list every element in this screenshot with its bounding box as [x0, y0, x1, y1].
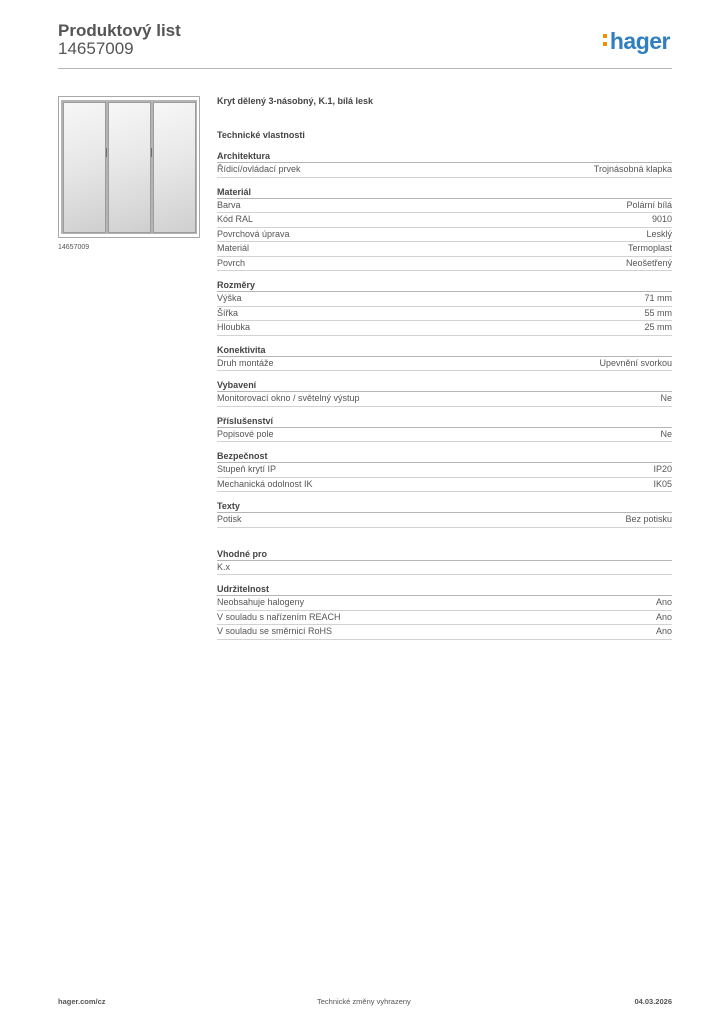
- spec-label: K.x: [217, 561, 231, 572]
- spec-value: Termoplast: [627, 243, 672, 253]
- spec-label: Mechanická odolnost IK: [217, 478, 313, 489]
- spec-label: Barva: [217, 199, 241, 210]
- spec-row: [217, 513, 672, 528]
- spec-row: [217, 463, 672, 478]
- technical-properties-title: Technické vlastnosti: [217, 130, 305, 140]
- spec-value: 25 mm: [644, 322, 672, 332]
- spec-section: [217, 583, 672, 640]
- spec-row: [217, 392, 672, 407]
- spec-label: Kód RAL: [217, 214, 254, 224]
- section-title: Vybavení: [217, 379, 672, 392]
- spec-label: Neobsahuje halogeny: [217, 597, 305, 607]
- section-title: Vhodné pro: [217, 548, 672, 561]
- footer-date: 04.03.2026: [634, 997, 672, 1006]
- spec-section: [217, 415, 672, 443]
- spec-sections: [217, 150, 672, 640]
- spec-value: Polární bílá: [626, 199, 672, 210]
- section-title: Architektura: [217, 150, 672, 163]
- spec-value: 71 mm: [644, 293, 672, 303]
- product-image: [58, 96, 200, 238]
- logo-dots-icon: [603, 34, 607, 47]
- footer-website[interactable]: hager.com/cz: [58, 997, 106, 1006]
- spec-value: Ano: [655, 597, 672, 607]
- page-header: [58, 20, 672, 68]
- section-title: Bezpečnost: [217, 450, 672, 463]
- header-divider: [58, 68, 672, 69]
- image-caption: 14657009: [58, 244, 90, 251]
- spec-label: V souladu se směrnicí RoHS: [217, 626, 333, 636]
- spec-row: [217, 357, 672, 372]
- spec-label: Hloubka: [217, 322, 251, 332]
- spec-value: IP20: [653, 464, 672, 474]
- product-specifications: [217, 94, 672, 640]
- section-title: Příslušenství: [217, 415, 672, 428]
- spec-row: [217, 228, 672, 243]
- spec-value: Lesklý: [646, 228, 672, 239]
- spec-section: [217, 150, 672, 178]
- hager-logo[interactable]: [610, 28, 670, 55]
- spec-row: [217, 478, 672, 493]
- switch-cover-illustration: [61, 100, 197, 234]
- spec-value: IK05: [653, 478, 672, 489]
- spec-row: [217, 428, 672, 443]
- section-title: Udržitelnost: [217, 583, 672, 596]
- footer-disclaimer: Technické změny vyhrazeny: [317, 997, 411, 1006]
- spec-row: [217, 596, 672, 611]
- cover-panel-right: [153, 102, 196, 233]
- spec-value: Upevnění svorkou: [599, 357, 672, 368]
- spec-row: [217, 321, 672, 336]
- page-footer: [58, 997, 672, 1009]
- spec-section: [217, 548, 672, 576]
- spec-value: Ano: [655, 611, 672, 622]
- spec-section: [217, 279, 672, 336]
- logo-text: hager: [609, 28, 670, 54]
- spec-section: [217, 186, 672, 272]
- cover-mark-icon: [151, 148, 152, 157]
- spec-label: Potisk: [217, 514, 242, 524]
- spec-section: [217, 450, 672, 492]
- section-title: Materiál: [217, 186, 672, 199]
- document-number: 14657009: [58, 39, 134, 58]
- spec-value: Ne: [660, 428, 672, 439]
- spec-label: Popisové pole: [217, 428, 274, 439]
- spec-section: [217, 344, 672, 372]
- spec-row: [217, 611, 672, 626]
- document-title: Produktový list: [58, 21, 181, 40]
- spec-value: Ano: [655, 626, 672, 636]
- spec-value: Neošetřený: [625, 257, 672, 268]
- spec-row: [217, 625, 672, 640]
- spec-value: Ne: [660, 393, 672, 403]
- spec-label: V souladu s nařízením REACH: [217, 611, 341, 622]
- spec-row: [217, 307, 672, 322]
- product-name: Kryt dělený 3-násobný, K.1, bílá lesk: [217, 96, 374, 106]
- spec-section: [217, 379, 672, 407]
- spec-value: Bez potisku: [625, 514, 672, 524]
- spec-value: 55 mm: [644, 307, 672, 318]
- spec-row: [217, 213, 672, 228]
- spec-row: [217, 292, 672, 307]
- spec-label: Druh montáže: [217, 357, 274, 368]
- spec-label: Výška: [217, 293, 242, 303]
- spec-label: Povrchová úprava: [217, 228, 290, 239]
- spec-label: Řídicí/ovládací prvek: [217, 164, 301, 174]
- spec-row: [217, 163, 672, 178]
- cover-panel-left: [63, 102, 106, 233]
- cover-panel-middle: [108, 102, 151, 233]
- section-title: Konektivita: [217, 344, 672, 357]
- spec-value: 9010: [651, 214, 672, 224]
- spec-label: Materiál: [217, 243, 250, 253]
- spec-label: Šířka: [217, 307, 239, 318]
- cover-mark-icon: [106, 148, 107, 157]
- spec-section: [217, 500, 672, 528]
- spec-row: [217, 242, 672, 257]
- spec-label: Monitorovací okno / světelný výstup: [217, 393, 360, 403]
- section-title: Texty: [217, 500, 672, 513]
- spec-label: Stupeň krytí IP: [217, 464, 277, 474]
- spec-value: Trojnásobná klapka: [593, 164, 672, 174]
- spec-row: [217, 199, 672, 214]
- spec-label: Povrch: [217, 257, 246, 268]
- spec-row: [217, 257, 672, 272]
- spec-row: [217, 561, 672, 576]
- section-title: Rozměry: [217, 279, 672, 292]
